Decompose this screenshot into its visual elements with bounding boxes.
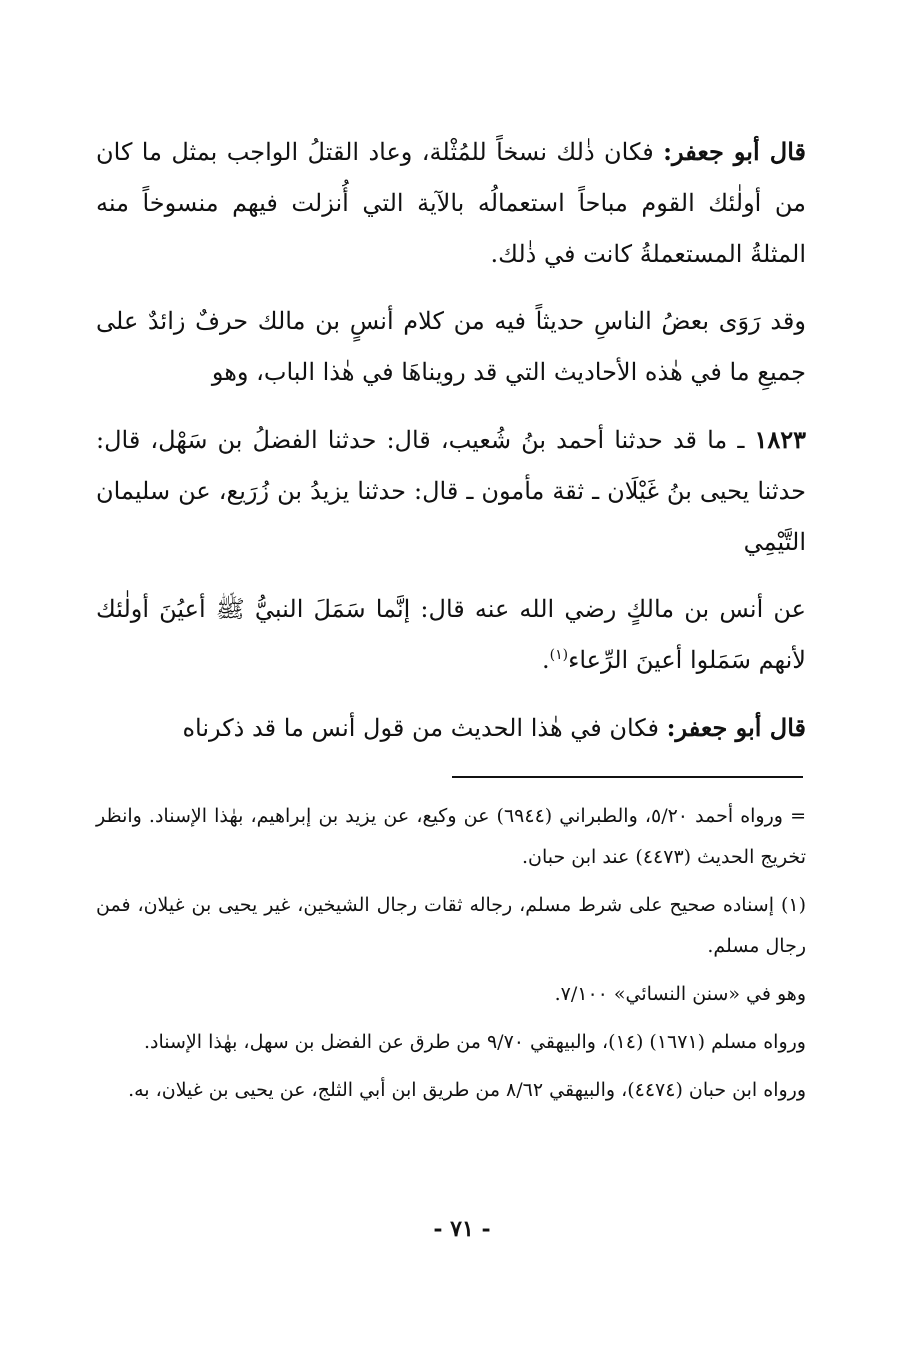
hadith-number: ١٨٢٣ xyxy=(754,425,806,454)
paragraph-1 xyxy=(96,126,806,280)
footnote: ورواه مسلم (١٦٧١) (١٤)، والبيهقي ٩/٧٠ من طرق عن الفضل بن سهل، بهٰذا الإسناد. xyxy=(144,1031,806,1053)
paragraph-3-hadith-1823 xyxy=(96,414,806,568)
footnote: وهو في «سنن النسائي» ٧/١٠٠. xyxy=(554,983,806,1005)
paragraph-text: ـ ما قد حدثنا أحمد بنُ شُعيب، قال: حدثنا الفضلُ بن سَهْل، قال: حدثنا يحيى بنُ غَيْلَان ـ ثقة مأمون ـ قال: حدثنا يزيدُ بن زُرَيع، عن سليمان التَّيْمِي xyxy=(96,426,806,556)
footnote-divider xyxy=(452,776,803,778)
footnotes xyxy=(96,796,806,1118)
footnote-ref-1: (١) xyxy=(549,647,569,663)
paragraph-text: عن أنس بن مالكٍ رضي الله عنه قال: إنَّما سَمَلَ النبيُّ ﷺ أعيُنَ أولٰئك لأنهم سَمَلوا أعينَ الرِّعاء xyxy=(96,595,806,674)
page-number: - ٧١ - xyxy=(433,1216,491,1242)
paragraph-text: فكان ذٰلك نسخاً للمُثْلة، وعاد القتلُ الواجب بمثل ما كان من أولٰئك القوم مباحاً استعمالُه بالآية التي أُنزلت فيهم منسوخاً منه المثلةُ المستعملةُ كانت في ذٰلك. xyxy=(96,138,807,268)
speaker-lead: قال أبو جعفر: xyxy=(666,713,806,742)
paragraph-text: وقد رَوَى بعضُ الناسِ حديثاً فيه من كلام أنسٍ بن مالك حرفٌ زائدٌ على جميعِ ما في هٰذه الأحاديث التي قد رويناهَا في هٰذا الباب، وهو xyxy=(96,307,806,386)
footnote: ورواه ابن حبان (٤٤٧٤)، والبيهقي ٨/٦٢ من طريق ابن أبي الثلج، عن يحيى بن غيلان، به. xyxy=(128,1079,806,1101)
speaker-lead: قال أبو جعفر: xyxy=(663,137,806,166)
paragraph-2 xyxy=(96,296,806,398)
paragraph-end: . xyxy=(541,646,550,674)
footnote: (١) إسناده صحيح على شرط مسلم، رجاله ثقات رجال الشيخين، غير يحيى بن غيلان، فمن رجال مسلم. xyxy=(96,894,806,957)
paragraph-5 xyxy=(96,702,806,754)
main-text xyxy=(96,126,806,770)
paragraph-4 xyxy=(96,584,806,686)
footnote: = ورواه أحمد ٥/٢٠، والطبراني (٦٩٤٤) عن وكيع، عن يزيد بن إبراهيم، بهٰذا الإسناد. وانظر تخريج الحديث (٤٤٧٣) عند ابن حبان. xyxy=(96,805,806,868)
paragraph-text: فكان في هٰذا الحديث من قول أنس ما قد ذكرناه xyxy=(182,714,660,742)
